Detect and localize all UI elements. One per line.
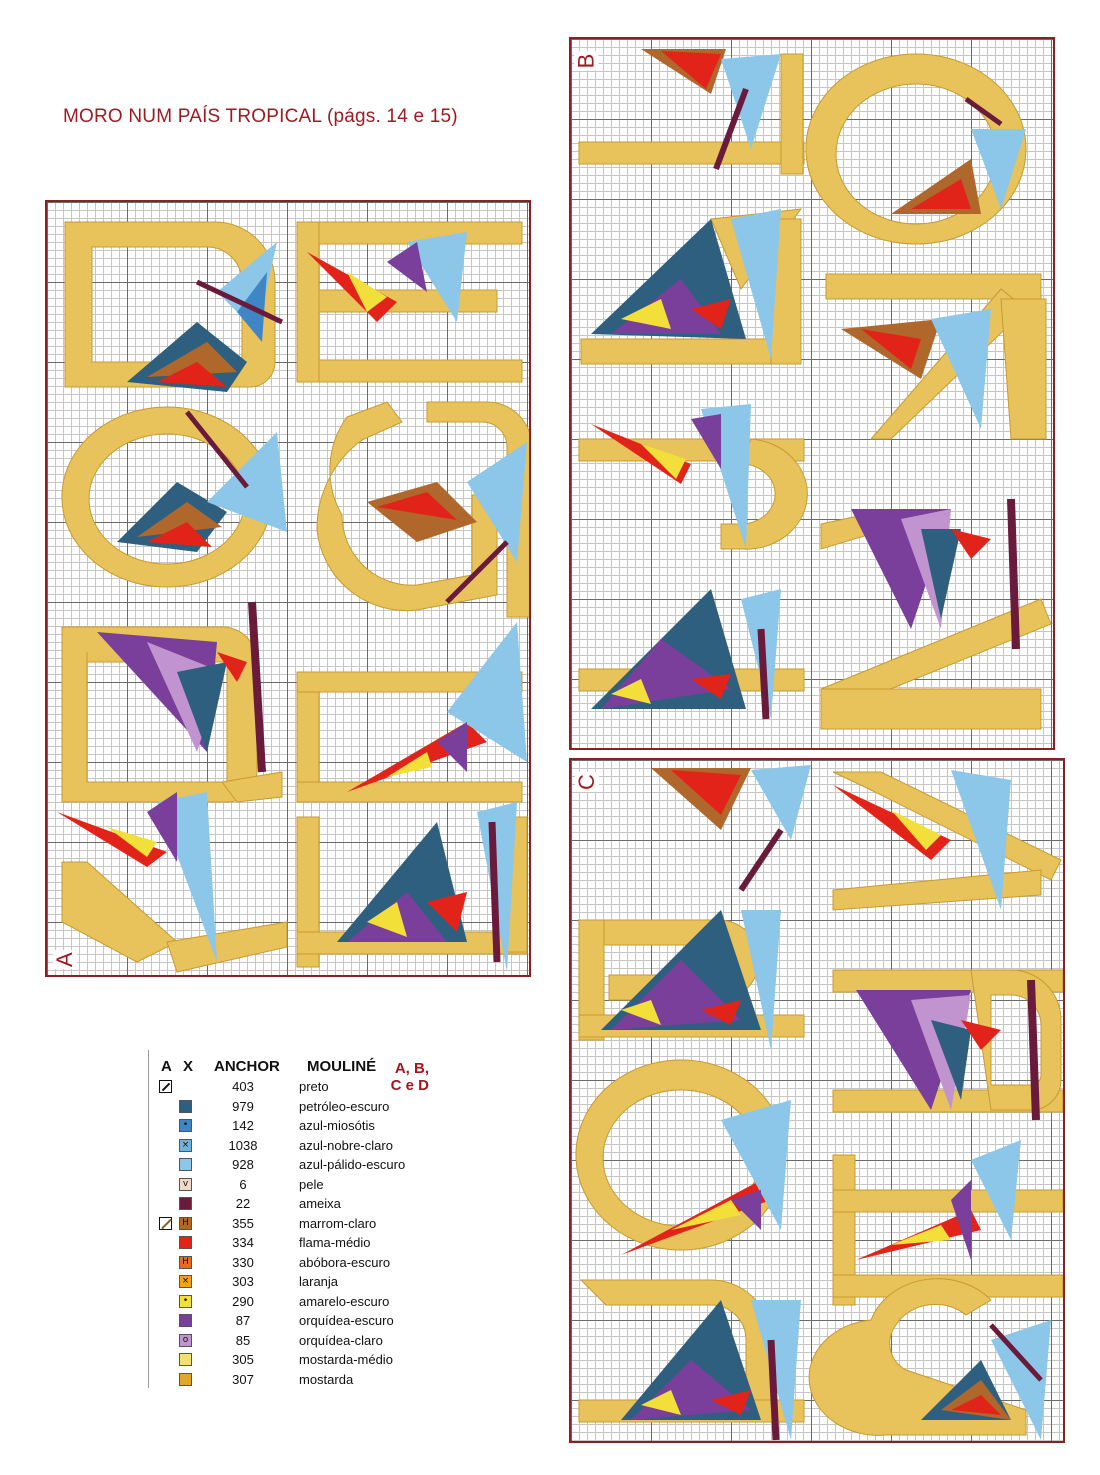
color-name: mostarda-médio <box>299 1352 393 1367</box>
legend-header-mouline: MOULINÉ <box>307 1058 377 1075</box>
color-name: flama-médio <box>299 1235 371 1250</box>
stitch-swatch-icon <box>179 1314 192 1327</box>
legend-row <box>149 1195 419 1214</box>
pattern-artwork-c <box>571 760 1065 1443</box>
stitch-swatch-icon: × <box>179 1275 192 1288</box>
stitch-swatch-icon: × <box>179 1139 192 1152</box>
anchor-number: 979 <box>232 1098 254 1114</box>
legend-row <box>149 1098 419 1117</box>
legend-row <box>149 1176 419 1195</box>
color-name: preto <box>299 1079 329 1094</box>
color-legend <box>148 1050 429 1388</box>
stitch-swatch-icon: v <box>179 1178 192 1191</box>
stitch-swatch-icon <box>179 1373 192 1386</box>
anchor-number: 290 <box>232 1293 254 1309</box>
color-name: petróleo-escuro <box>299 1098 390 1114</box>
color-name: mostarda <box>299 1371 354 1387</box>
stitch-swatch-icon: H <box>179 1256 192 1269</box>
panel-label-a: A <box>52 952 77 967</box>
legend-row <box>149 1215 419 1234</box>
color-name: orquídea-escuro <box>299 1313 394 1328</box>
chart-panel-b <box>569 37 1055 750</box>
legend-header-a: A <box>161 1058 172 1075</box>
backstitch-brown-icon <box>159 1217 172 1230</box>
legend-row <box>149 1137 419 1156</box>
stitch-swatch-icon <box>179 1158 192 1171</box>
color-name: abóbora-escuro <box>299 1254 391 1270</box>
legend-row <box>149 1293 419 1312</box>
color-name: ameixa <box>299 1196 341 1211</box>
anchor-number: 355 <box>232 1215 254 1231</box>
color-name: azul-pálido-escuro <box>299 1157 406 1172</box>
legend-header-x: X <box>183 1058 194 1075</box>
anchor-number: 85 <box>235 1332 251 1348</box>
stitch-swatch-icon: • <box>179 1119 192 1132</box>
page-title: MORO NUM PAÍS TROPICAL (págs. 14 e 15) <box>63 106 458 127</box>
legend-row <box>149 1254 419 1273</box>
color-name: laranja <box>299 1274 339 1289</box>
stitch-swatch-icon: o <box>179 1334 192 1347</box>
legend-row <box>149 1371 419 1390</box>
pattern-artwork-b <box>571 39 1055 750</box>
pattern-artwork-a <box>47 202 531 977</box>
anchor-number: 1038 <box>228 1137 258 1153</box>
stitch-swatch-icon <box>179 1197 192 1210</box>
legend-note: A, B, C e D <box>390 1060 429 1094</box>
anchor-number: 334 <box>232 1235 254 1250</box>
legend-row <box>149 1312 419 1331</box>
anchor-number: 6 <box>239 1176 247 1192</box>
anchor-number: 403 <box>232 1079 254 1094</box>
legend-row <box>149 1351 419 1370</box>
color-name: pele <box>299 1176 324 1192</box>
anchor-number: 928 <box>232 1157 254 1172</box>
legend-row <box>149 1332 419 1351</box>
backstitch-black-icon <box>159 1080 172 1093</box>
legend-header-anchor: ANCHOR <box>214 1058 280 1075</box>
stitch-swatch-icon: H <box>179 1217 192 1230</box>
color-name: amarelo-escuro <box>299 1293 390 1309</box>
anchor-number: 87 <box>235 1313 251 1328</box>
legend-row <box>149 1078 419 1097</box>
color-name: azul-nobre-claro <box>299 1137 393 1153</box>
panel-label-c: C <box>573 774 599 790</box>
stitch-swatch-icon: • <box>179 1295 192 1308</box>
legend-row <box>149 1234 419 1253</box>
chart-panel-a <box>45 200 531 977</box>
anchor-number: 305 <box>232 1352 254 1367</box>
anchor-number: 22 <box>235 1196 251 1211</box>
chart-panel-c <box>569 758 1065 1443</box>
anchor-number: 330 <box>232 1254 254 1270</box>
legend-row <box>149 1156 419 1175</box>
legend-row <box>149 1273 419 1292</box>
legend-row <box>149 1117 419 1136</box>
anchor-number: 307 <box>232 1371 254 1387</box>
stitch-swatch-icon <box>179 1100 192 1113</box>
stitch-swatch-icon <box>179 1236 192 1249</box>
anchor-number: 303 <box>232 1274 254 1289</box>
stitch-swatch-icon <box>179 1353 192 1366</box>
color-name: azul-miosótis <box>299 1118 375 1133</box>
color-name: marrom-claro <box>299 1215 377 1231</box>
color-name: orquídea-claro <box>299 1332 383 1348</box>
panel-label-b: B <box>573 53 599 69</box>
anchor-number: 142 <box>232 1118 254 1133</box>
